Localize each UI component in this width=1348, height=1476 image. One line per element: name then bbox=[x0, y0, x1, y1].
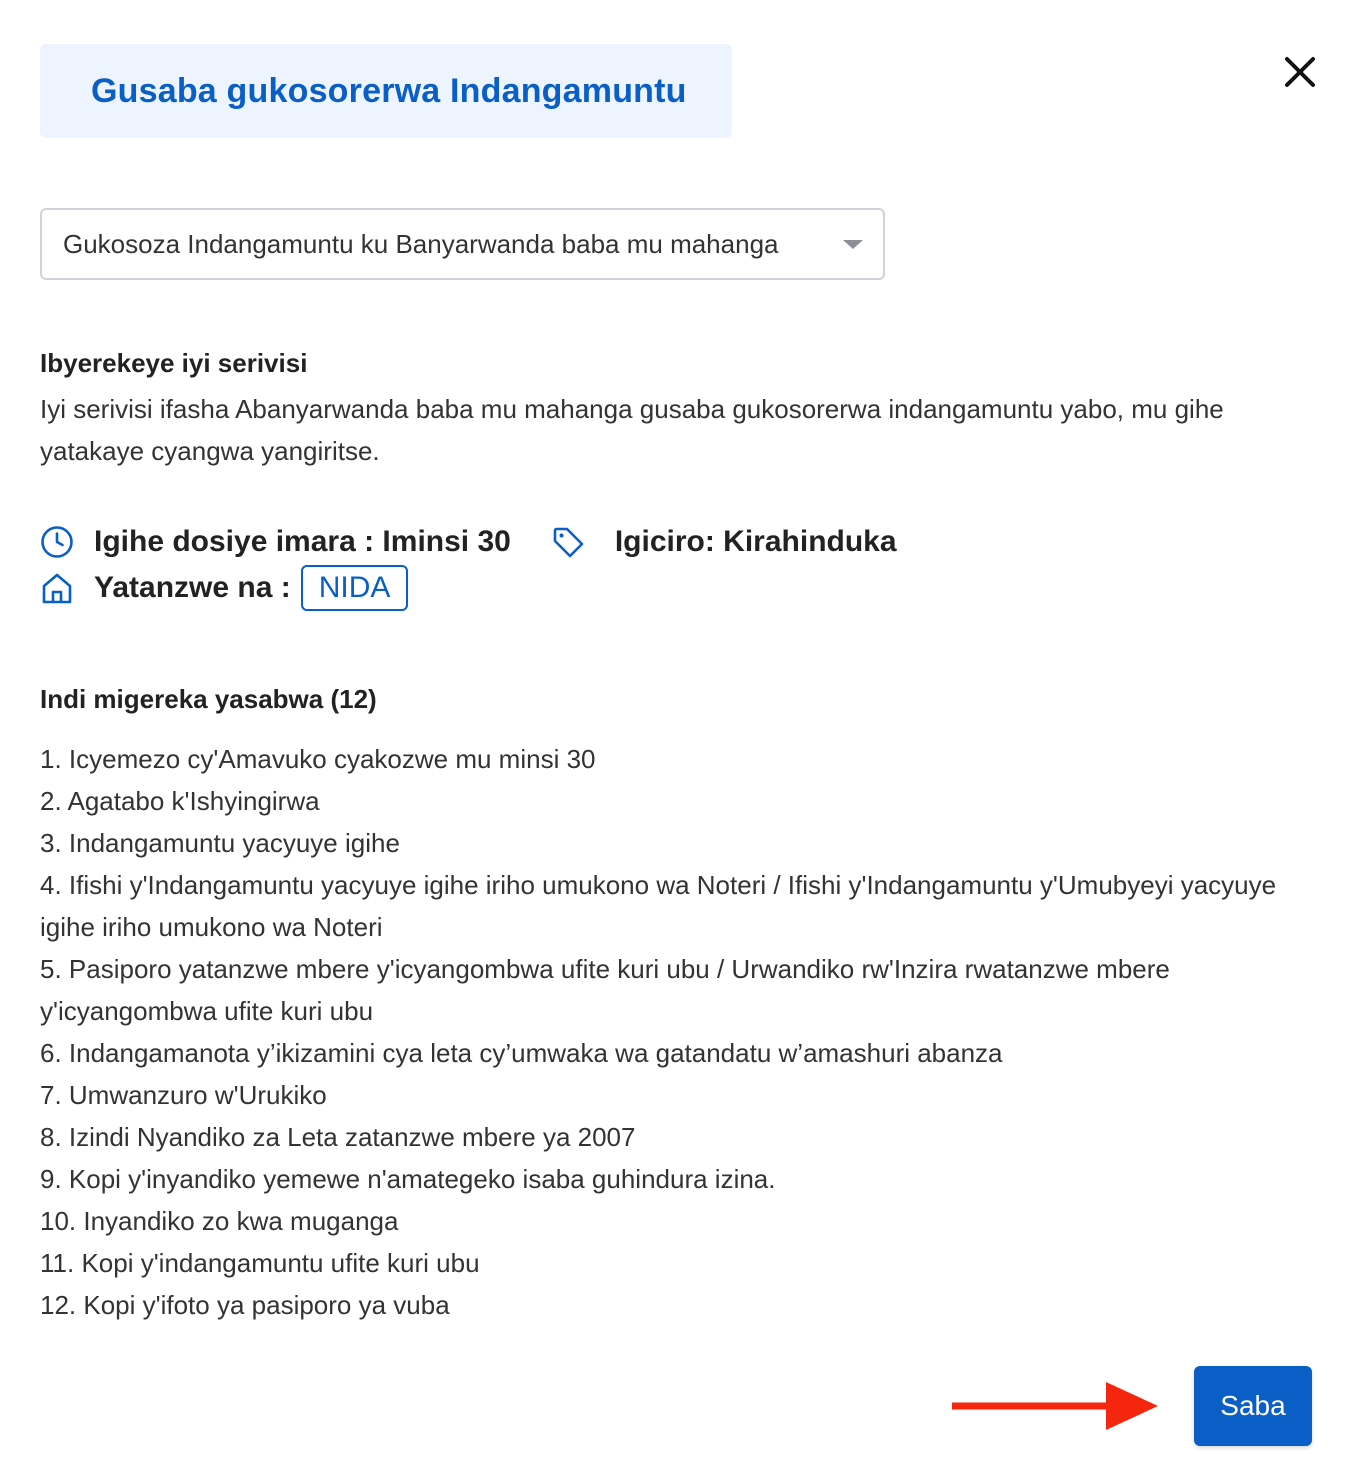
home-icon bbox=[40, 571, 74, 605]
requirement-item: 11. Kopi y'indangamuntu ufite kuri ubu bbox=[40, 1248, 480, 1278]
processing-time: Igihe dosiye imara : Iminsi 30 bbox=[94, 525, 511, 558]
requirement-item: 1. Icyemezo cy'Amavuko cyakozwe mu minsi 30 bbox=[40, 744, 596, 774]
provided-by-label: Yatanzwe na : bbox=[94, 571, 291, 604]
about-heading: Ibyerekeye iyi serivisi bbox=[40, 348, 308, 378]
requirement-item: 3. Indangamuntu yacyuye igihe bbox=[40, 828, 400, 858]
requirement-item: 7. Umwanzuro w'Urukiko bbox=[40, 1080, 327, 1110]
requirement-item: 12. Kopi y'ifoto ya pasiporo ya vuba bbox=[40, 1290, 450, 1320]
requirements-heading: Indi migereka yasabwa (12) bbox=[40, 684, 377, 714]
chevron-down-icon bbox=[843, 240, 863, 249]
clock-icon bbox=[40, 525, 74, 559]
close-icon bbox=[1276, 48, 1324, 96]
requirement-item: 2. Agatabo k'Ishyingirwa bbox=[40, 786, 320, 816]
service-select[interactable] bbox=[40, 208, 885, 280]
meta-row-time-price bbox=[40, 522, 897, 562]
requirement-item: 5. Pasiporo yatanzwe mbere y'icyangombwa ufite kuri ubu / Urwandiko rw'Inzira rwatanzwe mbere y'icyangombwa ufite kuri ubu bbox=[40, 954, 1170, 1026]
price-tag-icon bbox=[551, 525, 585, 559]
submit-button[interactable]: Saba bbox=[1194, 1366, 1312, 1446]
price-info: Igiciro: Kirahinduka bbox=[614, 525, 897, 558]
requirement-item: 6. Indangamanota y’ikizamini cya leta cy’umwaka wa gatandatu w’amashuri abanza bbox=[40, 1038, 1003, 1068]
page-title: Gusaba gukosorerwa Indangamuntu bbox=[91, 71, 687, 110]
requirement-item: 9. Kopi y'inyandiko yemewe n'amategeko isaba guhindura izina. bbox=[40, 1164, 776, 1194]
requirement-item: 8. Izindi Nyandiko za Leta zatanzwe mbere ya 2007 bbox=[40, 1122, 636, 1152]
about-description: Iyi serivisi ifasha Abanyarwanda baba mu mahanga gusaba gukosorerwa indangamuntu yabo, mu gihe yatakaye cyangwa yangiritse. bbox=[40, 394, 1224, 466]
red-arrow-icon bbox=[950, 1378, 1162, 1434]
agency-tag-nida[interactable]: NIDA bbox=[301, 565, 409, 611]
requirement-item: 4. Ifishi y'Indangamuntu yacyuye igihe iriho umukono wa Noteri / Ifishi y'Indangamuntu y'Umubyeyi yacyuye igihe iriho umukono wa Noteri bbox=[40, 870, 1277, 942]
meta-row-provider bbox=[40, 568, 408, 608]
service-select-value: Gukosoza Indangamuntu ku Banyarwanda baba mu mahanga bbox=[63, 228, 779, 259]
close-button[interactable] bbox=[1276, 48, 1324, 96]
requirement-item: 10. Inyandiko zo kwa muganga bbox=[40, 1206, 399, 1236]
requirements-list bbox=[40, 738, 1302, 1326]
title-banner bbox=[40, 44, 732, 138]
